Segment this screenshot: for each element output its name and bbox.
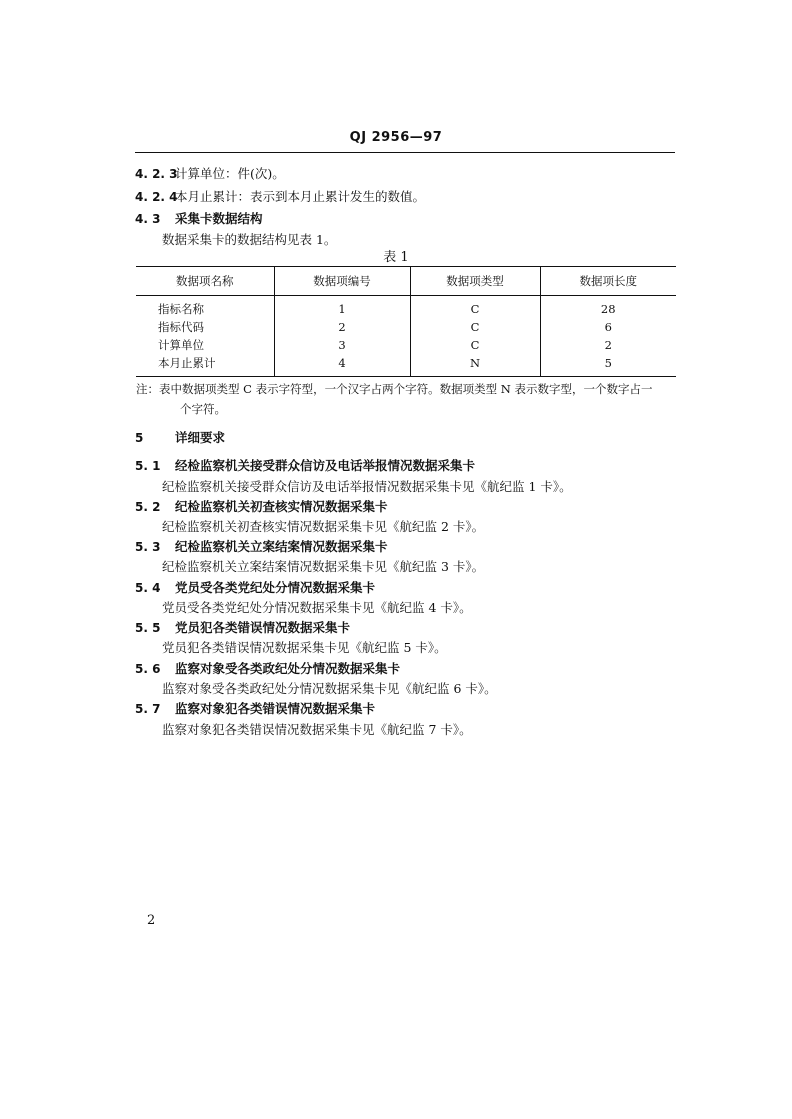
- subsection-5-6-title: [135, 659, 400, 677]
- subsection-title: 党员犯各类错误情况数据采集卡: [174, 620, 350, 635]
- table-cell: 28: [540, 296, 676, 319]
- table-cell: C: [410, 296, 540, 319]
- table-note: [136, 379, 681, 419]
- subsection-5-2-body: 纪检监察机关初查核实情况数据采集卡见《航纪监 2 卡》。: [162, 519, 485, 534]
- clause-4-2-3: [135, 164, 285, 182]
- clause-text: 本月止累计：表示到本月止累计发生的数值。: [174, 189, 425, 204]
- table-cell: 2: [274, 318, 410, 336]
- page-number: 2: [147, 913, 156, 928]
- table-header-cell: 数据项长度: [540, 267, 676, 296]
- subsection-5-6-body: 监察对象受各类政纪处分情况数据采集卡见《航纪监 6 卡》。: [162, 681, 497, 696]
- subsection-5-5-title: [135, 618, 350, 636]
- clause-number: 4. 2. 3: [135, 167, 178, 181]
- clause-title: 采集卡数据结构: [174, 211, 263, 226]
- table-cell: 指标名称: [158, 302, 204, 316]
- table-row: [136, 296, 676, 319]
- intro-text: 数据采集卡的数据结构见表 1。: [162, 232, 337, 247]
- data-structure-table: [136, 266, 676, 377]
- subsection-number: 5. 5: [135, 621, 161, 635]
- subsection-number: 5. 7: [135, 702, 161, 716]
- table-header-row: [136, 267, 676, 296]
- table-cell: 2: [540, 336, 676, 354]
- section-title: 详细要求: [174, 430, 225, 445]
- subsection-5-3-body: 纪检监察机关立案结案情况数据采集卡见《航纪监 3 卡》。: [162, 559, 485, 574]
- subsection-title: 监察对象犯各类错误情况数据采集卡: [174, 701, 375, 716]
- clause-text: 计算单位：件(次)。: [174, 166, 285, 181]
- subsection-number: 5. 2: [135, 500, 161, 514]
- table-cell: 5: [540, 354, 676, 377]
- table-cell: 1: [274, 296, 410, 319]
- subsection-number: 5. 1: [135, 459, 161, 473]
- subsection-5-4-body: 党员受各类党纪处分情况数据采集卡见《航纪监 4 卡》。: [162, 600, 472, 615]
- subsection-title: 纪检监察机关初查核实情况数据采集卡: [174, 499, 388, 514]
- subsection-number: 5. 4: [135, 581, 161, 595]
- table-row: [136, 354, 676, 377]
- subsection-5-1-title: [135, 456, 475, 474]
- table-header-cell: 数据项名称: [136, 267, 274, 296]
- subsection-5-3-title: [135, 537, 388, 555]
- clause-4-2-4: [135, 187, 425, 205]
- table-row: [136, 336, 676, 354]
- clause-number: 4. 3: [135, 212, 161, 226]
- subsection-5-1-body: 纪检监察机关接受群众信访及电话举报情况数据采集卡见《航纪监 1 卡》。: [162, 479, 572, 494]
- standard-code-header: QJ 2956—97: [349, 130, 443, 145]
- subsection-title: 党员受各类党纪处分情况数据采集卡: [174, 580, 375, 595]
- table-cell: 本月止累计: [136, 354, 274, 377]
- table-header-cell: 数据项编号: [274, 267, 410, 296]
- table-cell: 6: [540, 318, 676, 336]
- header-rule: [135, 152, 675, 153]
- table-cell: 4: [274, 354, 410, 377]
- subsection-5-7-body: 监察对象犯各类错误情况数据采集卡见《航纪监 7 卡》。: [162, 722, 472, 737]
- table-header-cell: 数据项类型: [410, 267, 540, 296]
- table-cell: 3: [274, 336, 410, 354]
- subsection-number: 5. 6: [135, 662, 161, 676]
- table-cell: 计算单位: [158, 338, 204, 352]
- subsection-number: 5. 3: [135, 540, 161, 554]
- table-cell: C: [410, 318, 540, 336]
- section-number: 5: [135, 431, 144, 445]
- table-row: [136, 318, 676, 336]
- subsection-title: 纪检监察机关立案结案情况数据采集卡: [174, 539, 388, 554]
- subsection-5-7-title: [135, 699, 375, 717]
- subsection-5-2-title: [135, 497, 388, 515]
- table-cell: C: [410, 336, 540, 354]
- subsection-5-4-title: [135, 578, 375, 596]
- clause-4-3: [135, 209, 263, 227]
- subsection-5-5-body: 党员犯各类错误情况数据采集卡见《航纪监 5 卡》。: [162, 640, 447, 655]
- table-cell: 指标代码: [158, 320, 204, 334]
- table-caption: 表 1: [383, 250, 409, 265]
- table-cell: N: [410, 354, 540, 377]
- note-line: 个字符。: [180, 402, 226, 416]
- subsection-title: 经检监察机关接受群众信访及电话举报情况数据采集卡: [174, 458, 475, 473]
- section-5-heading: [135, 428, 225, 446]
- note-line: 注：表中数据项类型 C 表示字符型，一个汉字占两个字符。数据项类型 N 表示数字型，一个数字占一: [136, 382, 653, 396]
- subsection-title: 监察对象受各类政纪处分情况数据采集卡: [174, 661, 400, 676]
- clause-number: 4. 2. 4: [135, 190, 178, 204]
